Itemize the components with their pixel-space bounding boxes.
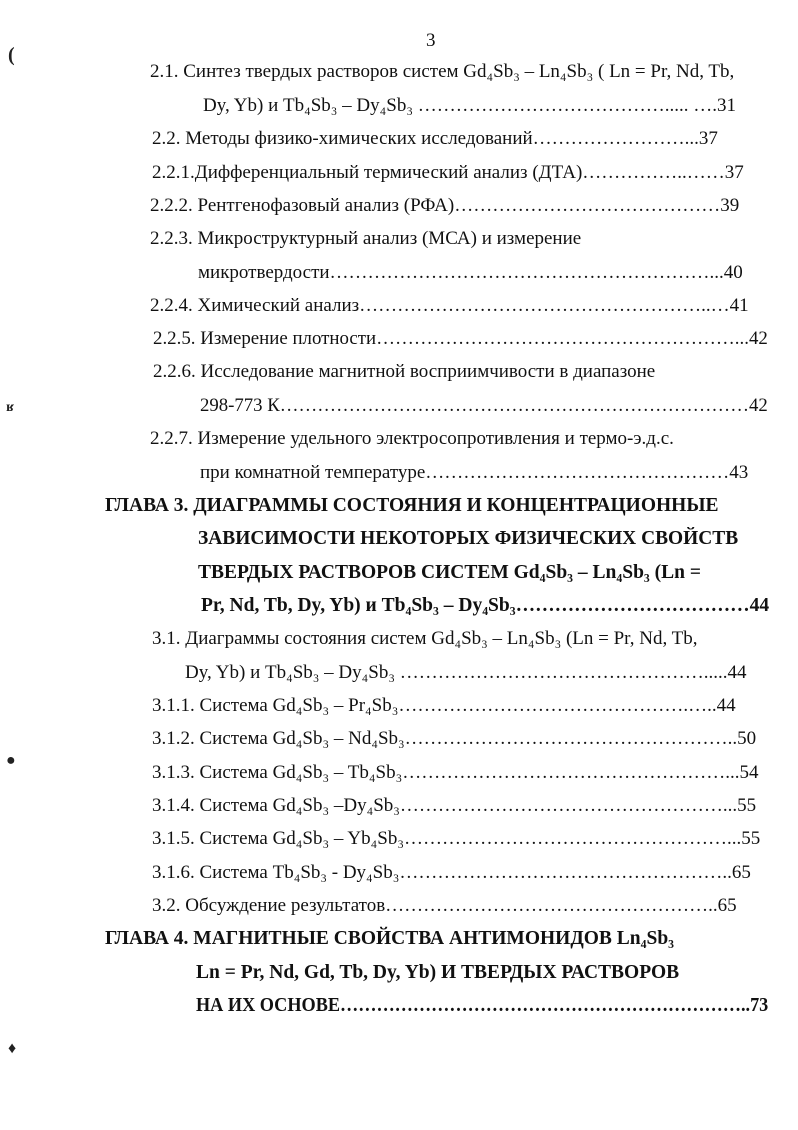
toc-entry-2-2-3-cont: микротвердости……………………………………………………...40 [198, 262, 743, 283]
toc-entry-3-2: 3.2. Обсуждение результатов……………………………………………..65 [152, 895, 737, 916]
toc-entry-2-2: 2.2. Методы физико-химических исследований……………………...37 [152, 128, 718, 149]
toc-entry-3-1-5: 3.1.5. Система Gd₄Sb₃ – Yb₄Sb₃……………………………………………...55 [152, 828, 761, 849]
toc-entry-2-2-7-cont: при комнатной температуре…………………………………………43 [200, 462, 749, 483]
toc-entry-2-2-6: 2.2.6. Исследование магнитной восприимчивости в диапазоне [153, 361, 656, 382]
toc-entry-3-1-4: 3.1.4. Система Gd₄Sb₃ –Dy₄Sb₃……………………………………………...55 [152, 795, 757, 816]
toc-entry-2-2-4: 2.2.4. Химический анализ………………………………………………..…41 [150, 295, 749, 316]
chapter-3-heading-line-2: ЗАВИСИМОСТИ НЕКОТОРЫХ ФИЗИЧЕСКИХ СВОЙСТВ [198, 528, 739, 549]
chapter-4-heading-line-2: Ln = Pr, Nd, Gd, Tb, Dy, Yb) И ТВЕРДЫХ РАСТВОРОВ [196, 962, 680, 983]
toc-entry-2-2-6-cont: 298-773 К…………………………………………………………………42 [200, 395, 768, 416]
page-number: 3 [426, 30, 436, 51]
toc-entry-2-1-cont: Dy, Yb) и Tb₄Sb₃ – Dy₄Sb₃ …………………………………..... ….31 [203, 95, 736, 116]
scan-mark-2: ʁ [6, 400, 15, 415]
toc-entry-3-1-3: 3.1.3. Система Gd₄Sb₃ – Tb₄Sb₃……………………………………………...54 [152, 762, 759, 783]
chapter-4-heading: ГЛАВА 4. МАГНИТНЫЕ СВОЙСТВА АНТИМОНИДОВ Ln₄Sb₃ [105, 928, 675, 949]
toc-entry-2-1: 2.1. Синтез твердых растворов систем Gd₄Sb₃ – Ln₄Sb₃ ( Ln = Pr, Nd, Tb, [150, 61, 735, 82]
toc-entry-3-1-1: 3.1.1. Система Gd₄Sb₃ – Pr₄Sb₃……………………………………….…..44 [152, 695, 736, 716]
toc-entry-2-2-7: 2.2.7. Измерение удельного электросопротивления и термо-э.д.с. [150, 428, 674, 449]
toc-entry-3-1-6: 3.1.6. Система Tb₄Sb₃ - Dy₄Sb₃……………………………………………..65 [152, 862, 751, 883]
chapter-3-heading-line-4: Pr, Nd, Tb, Dy, Yb) и Tb₄Sb₃ – Dy₄Sb₃………………………………44 [201, 595, 770, 616]
chapter-4-heading-line-3: НА ИХ ОСНОВЕ…………………………………………………………..73 [196, 995, 769, 1016]
toc-entry-2-2-5: 2.2.5. Измерение плотности…………………………………………………...42 [153, 328, 768, 349]
toc-entry-2-2-2: 2.2.2. Рентгенофазовый анализ (РФА)……………………………………39 [150, 195, 740, 216]
toc-entry-3-1-cont: Dy, Yb) и Tb₄Sb₃ – Dy₄Sb₃ ………………………………………….....44 [185, 662, 747, 683]
toc-entry-3-1-2: 3.1.2. Система Gd₄Sb₃ – Nd₄Sb₃……………………………………………..50 [152, 728, 757, 749]
scan-mark-3: ● [6, 752, 16, 769]
toc-entry-2-2-1: 2.2.1.Дифференциальный термический анализ (ДТА)……………..……37 [152, 162, 744, 183]
toc-entry-3-1: 3.1. Диаграммы состояния систем Gd₄Sb₃ – Ln₄Sb₃ (Ln = Pr, Nd, Tb, [152, 628, 698, 649]
scan-mark-1: ( [8, 44, 15, 66]
scan-mark-4: ♦ [8, 1040, 17, 1057]
chapter-3-heading-line-3: ТВЕРДЫХ РАСТВОРОВ СИСТЕМ Gd₄Sb₃ – Ln₄Sb₃ (Ln = [198, 562, 701, 583]
chapter-3-heading: ГЛАВА 3. ДИАГРАММЫ СОСТОЯНИЯ И КОНЦЕНТРАЦИОННЫЕ [105, 495, 719, 516]
toc-entry-2-2-3: 2.2.3. Микроструктурный анализ (МСА) и измерение [150, 228, 582, 249]
